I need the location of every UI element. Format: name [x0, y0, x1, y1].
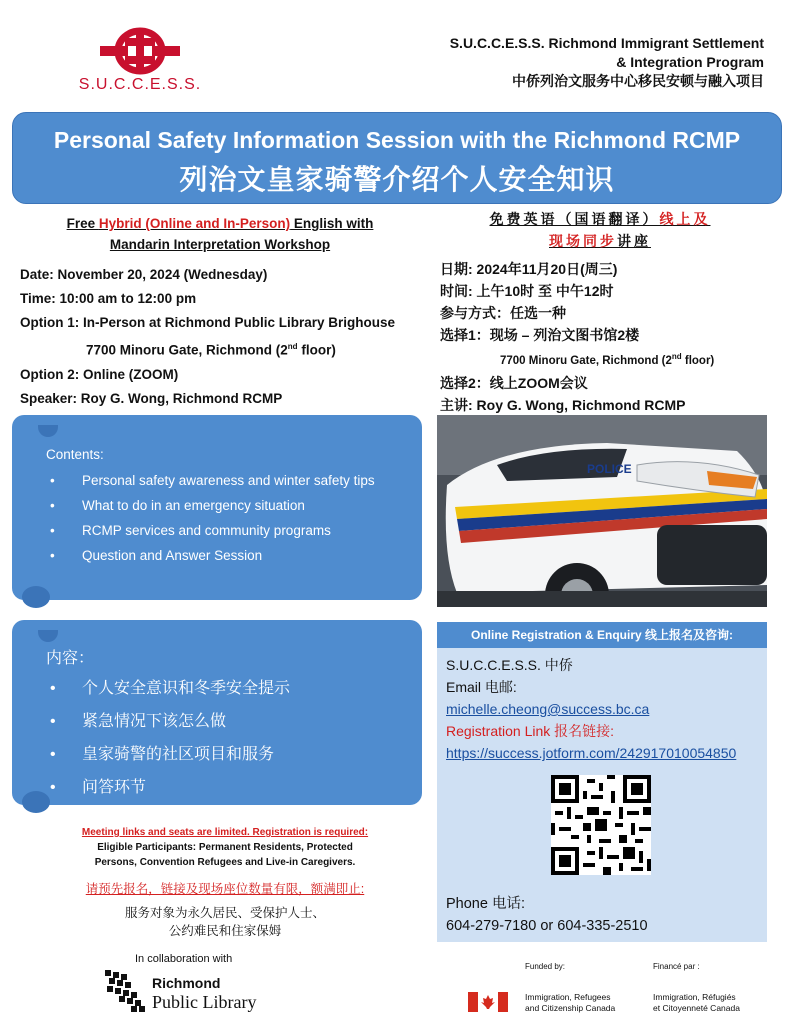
- header-line-1: S.U.C.C.E.S.S. Richmond Immigrant Settlement: [449, 35, 764, 51]
- english-with-label: English with: [290, 216, 374, 231]
- option1-cn: 选择1：现场 – 列治文图书馆2楼: [440, 327, 640, 343]
- registration-link-label: Registration Link 报名链接:: [446, 723, 615, 739]
- hybrid-label: Hybrid (Online and In-Person): [98, 216, 291, 231]
- contents-title-cn: 内容：: [46, 650, 95, 667]
- contents-scroll-cn: [12, 620, 422, 805]
- email-label: Email 电邮:: [446, 679, 517, 695]
- police-car-photo: [437, 415, 767, 607]
- event-details-en: [20, 263, 430, 411]
- free-label: Free: [66, 216, 99, 231]
- qr-code-icon[interactable]: [551, 775, 651, 875]
- registration-details: [446, 654, 766, 764]
- list-item: • 皇家骑警的社区项目和服务: [46, 744, 402, 766]
- workshop-cn-part3: 现场同步: [549, 233, 617, 249]
- workshop-cn-part1: 免费英语（国语翻译）: [489, 211, 660, 227]
- event-details-cn: [440, 258, 790, 416]
- title-banner: [12, 112, 782, 204]
- workshop-line-2: Mandarin Interpretation Workshop: [109, 237, 331, 252]
- date-cn: 日期: 2024年11月20日(周三): [440, 261, 618, 277]
- org-name: S.U.C.C.E.S.S. 中侨: [446, 657, 573, 673]
- list-item: • Personal safety awareness and winter safety tips: [46, 471, 402, 491]
- library-name-1: Richmond: [152, 975, 221, 991]
- contents-scroll-en: [12, 415, 422, 600]
- notice-line-2: Eligible Participants: Permanent Residents, Protected: [97, 842, 353, 853]
- time-cn: 时间: 上午10时 至 中午12时: [440, 283, 614, 299]
- notice-en: [20, 825, 430, 870]
- date-en: Date: November 20, 2024 (Wednesday): [20, 267, 268, 282]
- phone-section: [446, 893, 766, 937]
- contents-title-en: Contents:: [46, 447, 104, 462]
- list-item: • What to do in an emergency situation: [46, 496, 402, 516]
- notice-cn: [20, 880, 430, 940]
- title-english: Personal Safety Information Session with the Richmond RCMP: [53, 127, 741, 153]
- header-line-2: & Integration Program: [616, 54, 764, 70]
- list-item: • Question and Answer Session: [46, 546, 402, 566]
- speaker-cn: 主讲: Roy G. Wong, Richmond RCMP: [440, 396, 686, 413]
- workshop-heading-en: [20, 213, 420, 255]
- header-line-3: 中侨列治文服务中心移民安顿与融入项目: [512, 73, 764, 89]
- list-item: • 紧急情况下该怎么做: [46, 711, 402, 733]
- workshop-cn-part4: 讲座: [617, 233, 651, 249]
- mode-cn: 参与方式：任选一种: [440, 305, 566, 321]
- funded-by-label: Funded by:: [525, 962, 566, 971]
- notice-line-1: Meeting links and seats are limited. Registration is required:: [81, 827, 369, 838]
- notice-cn-line-1: 请预先报名，链接及现场座位数量有限，额满即止:: [85, 882, 365, 896]
- phone-numbers: 604-279-7180 or 604-335-2510: [446, 918, 648, 934]
- ircc-french: Immigration, Réfugiés et Citoyenneté Canada: [653, 992, 740, 1013]
- address-en: 7700 Minoru Gate, Richmond (2nd floor): [86, 342, 336, 358]
- notice-cn-line-3: 公约难民和住家保姆: [168, 924, 282, 938]
- time-en: Time: 10:00 am to 12:00 pm: [20, 291, 197, 306]
- speaker-en: Speaker: Roy G. Wong, Richmond RCMP: [20, 390, 283, 406]
- library-logo-icon: [105, 970, 147, 1012]
- workshop-cn-part2: 线上及: [659, 211, 711, 227]
- email-link[interactable]: michelle.cheong@success.bc.ca: [446, 701, 650, 717]
- workshop-heading-cn: [440, 208, 760, 252]
- option2-en: Option 2: Online (ZOOM): [20, 366, 179, 382]
- program-header: [384, 34, 764, 91]
- phone-label: Phone 电话:: [446, 896, 525, 912]
- finance-par-label: Financé par :: [653, 962, 700, 971]
- canada-flag-icon: [468, 992, 508, 1012]
- option2-cn: 选择2：线上ZOOM会议: [440, 374, 588, 391]
- notice-line-3: Persons, Convention Refugees and Live-in Caregivers.: [94, 857, 356, 868]
- list-item: • 问答环节: [46, 777, 402, 799]
- notice-cn-line-2: 服务对象为永久居民、受保护人士、: [124, 906, 325, 920]
- title-chinese: 列治文皇家骑警介绍个人安全知识: [179, 164, 615, 195]
- police-door-text: POLICE: [587, 462, 632, 476]
- registration-link[interactable]: https://success.jotform.com/242917010054850: [446, 745, 737, 761]
- option1-en: Option 1: In-Person at Richmond Public Library Brighouse: [20, 315, 396, 330]
- list-item: • RCMP services and community programs: [46, 521, 402, 541]
- ircc-english: Immigration, Refugees and Citizenship Canada: [525, 992, 616, 1013]
- library-name-2: Public Library: [152, 992, 257, 1012]
- scroll-curl-icon: [22, 586, 50, 608]
- list-item: • 个人安全意识和冬季安全提示: [46, 678, 402, 700]
- collab-label: In collaboration with: [135, 953, 233, 965]
- address-cn: 7700 Minoru Gate, Richmond (2nd floor): [500, 352, 715, 367]
- logo-text: S.U.C.C.E.S.S.: [78, 76, 202, 93]
- registration-title: Online Registration & Enquiry 线上报名及咨询:: [437, 622, 767, 648]
